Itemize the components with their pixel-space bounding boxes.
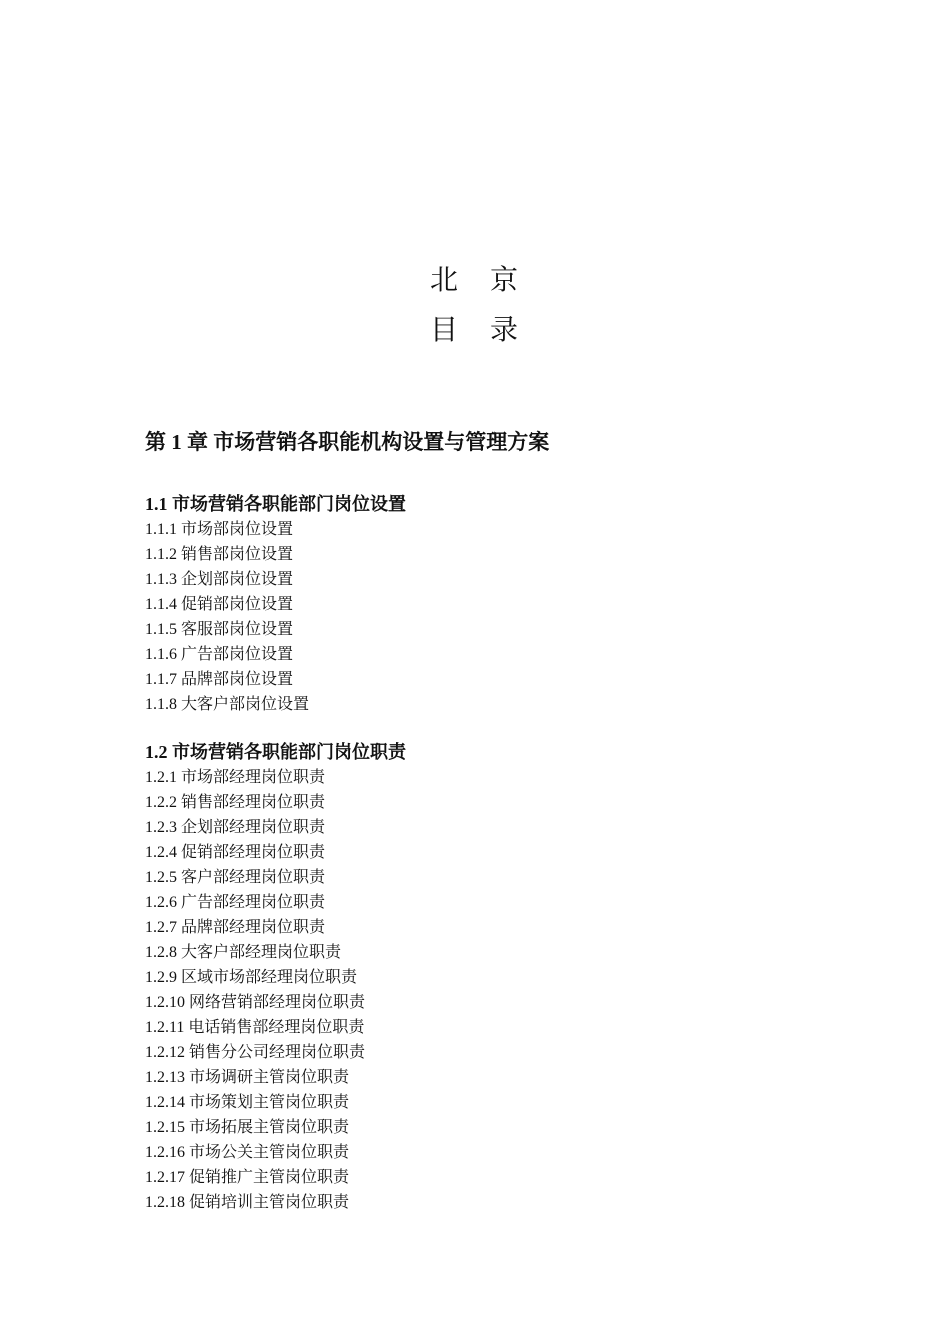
toc-item[interactable]: 1.2.12 销售分公司经理岗位职责 — [145, 1044, 366, 1061]
toc-item[interactable]: 1.1.7 品牌部岗位设置 — [145, 671, 294, 688]
toc-item[interactable]: 1.2.11 电话销售部经理岗位职责 — [145, 1019, 365, 1036]
toc-item[interactable]: 1.2.10 网络营销部经理岗位职责 — [145, 994, 366, 1011]
toc-section-1-2 — [145, 740, 905, 1215]
toc-item[interactable]: 1.2.1 市场部经理岗位职责 — [145, 769, 326, 786]
toc-item[interactable]: 1.2.18 促销培训主管岗位职责 — [145, 1194, 350, 1211]
toc-item[interactable]: 1.2.8 大客户部经理岗位职责 — [145, 944, 342, 961]
table-of-contents-title: 目 录 — [429, 315, 520, 346]
toc-item[interactable]: 1.1.5 客服部岗位设置 — [145, 621, 294, 638]
toc-item[interactable]: 1.1.8 大客户部岗位设置 — [145, 696, 310, 713]
toc-item[interactable]: 1.2.17 促销推广主管岗位职责 — [145, 1169, 350, 1186]
toc-item[interactable]: 1.2.5 客户部经理岗位职责 — [145, 869, 326, 886]
toc-item[interactable]: 1.2.2 销售部经理岗位职责 — [145, 794, 326, 811]
toc-item[interactable]: 1.1.2 销售部岗位设置 — [145, 546, 294, 563]
toc-item[interactable]: 1.2.13 市场调研主管岗位职责 — [145, 1069, 350, 1086]
document-title-city: 北 京 — [429, 265, 520, 296]
section-heading[interactable]: 1.1 市场营销各职能部门岗位设置 — [145, 494, 406, 514]
section-heading[interactable]: 1.2 市场营销各职能部门岗位职责 — [145, 742, 406, 762]
toc-item[interactable]: 1.2.4 促销部经理岗位职责 — [145, 844, 326, 861]
toc-item[interactable]: 1.2.6 广告部经理岗位职责 — [145, 894, 326, 911]
toc-item[interactable]: 1.2.7 品牌部经理岗位职责 — [145, 919, 326, 936]
toc-item[interactable]: 1.1.4 促销部岗位设置 — [145, 596, 294, 613]
toc-item[interactable]: 1.2.14 市场策划主管岗位职责 — [145, 1094, 350, 1111]
toc-item[interactable]: 1.2.15 市场拓展主管岗位职责 — [145, 1119, 350, 1136]
toc-item[interactable]: 1.1.3 企划部岗位设置 — [145, 571, 294, 588]
toc-item[interactable]: 1.1.6 广告部岗位设置 — [145, 646, 294, 663]
chapter-heading[interactable]: 第 1 章 市场营销各职能机构设置与管理方案 — [145, 430, 550, 454]
toc-list — [145, 765, 905, 1215]
toc-item[interactable]: 1.1.1 市场部岗位设置 — [145, 521, 294, 538]
toc-item[interactable]: 1.2.9 区域市场部经理岗位职责 — [145, 969, 358, 986]
toc-list — [145, 517, 905, 717]
toc-section-1-1 — [145, 492, 905, 717]
toc-item[interactable]: 1.2.16 市场公关主管岗位职责 — [145, 1144, 350, 1161]
toc-item[interactable]: 1.2.3 企划部经理岗位职责 — [145, 819, 326, 836]
